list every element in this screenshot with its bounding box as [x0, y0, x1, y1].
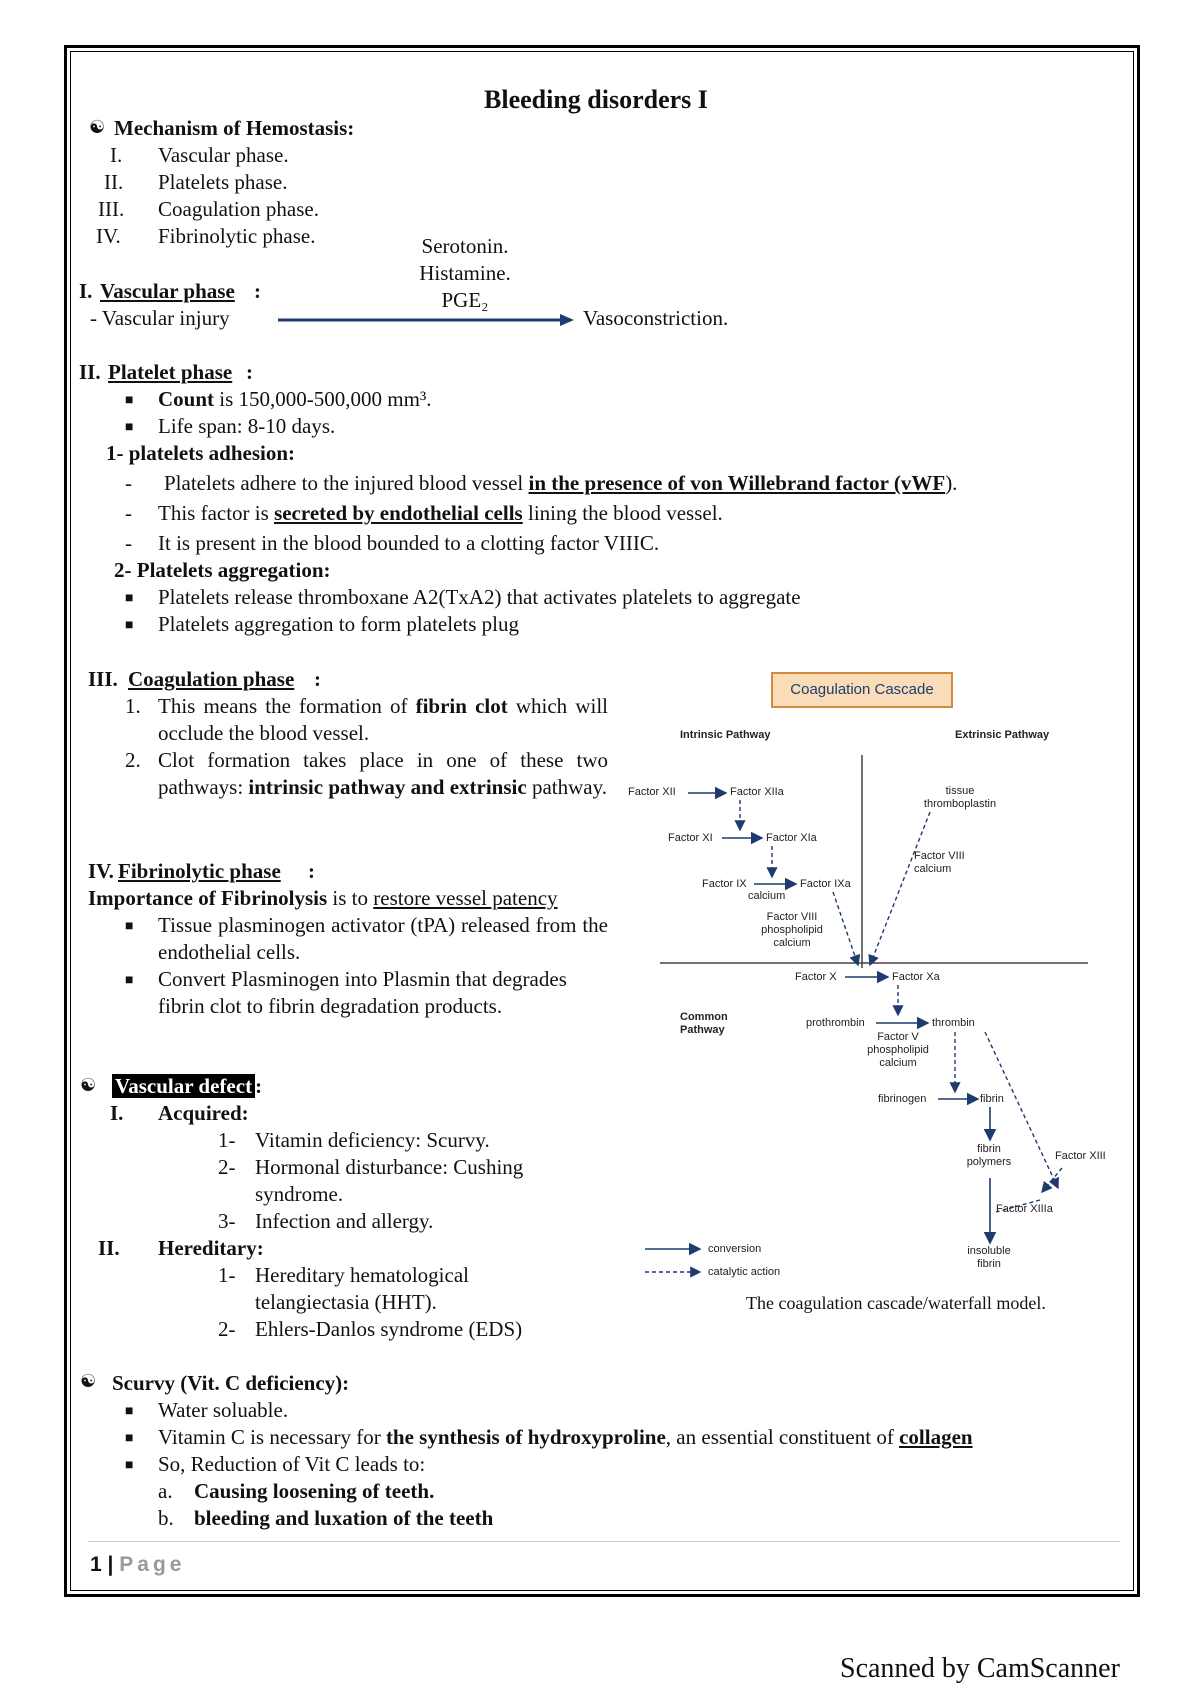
adhesion-heading: 1- platelets adhesion: [106, 441, 295, 465]
text-span: Platelets adhere to the injured blood vessel [164, 471, 529, 495]
common-label: Common Pathway [680, 1011, 728, 1036]
prothrombin: prothrombin [806, 1017, 865, 1029]
text-span: is to [327, 886, 374, 910]
fibrinogen: fibrinogen [878, 1093, 927, 1105]
vascular-defect-heading: Vascular defect : [112, 1073, 262, 1100]
fibrinolytic-point-1: Tissue plasminogen activator (tPA) released from the endothelial cells. [158, 913, 608, 964]
endothelial-emphasis: secreted by endothelial cells [274, 501, 523, 525]
vascular-heading: Vascular phase [100, 279, 235, 303]
her-num-1: 1- [218, 1263, 236, 1287]
acquired-num: I. [110, 1101, 124, 1125]
text-span: Clot formation takes place in one of these two pathways: [158, 748, 608, 799]
factor-x: Factor X [795, 971, 837, 983]
scurvy-sub-b-letter: b. [158, 1506, 174, 1530]
legend-conversion: conversion [708, 1243, 762, 1255]
extrinsic-label: Extrinsic Pathway [955, 729, 1050, 741]
factor-xiiia: Factor XIIIa [996, 1203, 1053, 1215]
scanner-watermark: Scanned by CamScanner [840, 1653, 1120, 1684]
footer-divider [88, 1541, 1120, 1542]
mech-item-1: Vascular phase. [158, 143, 289, 167]
acq-item-1: Vitamin deficiency: Scurvy. [255, 1128, 490, 1152]
yin-yang-icon: ☯ [89, 117, 106, 137]
factor-xiia: Factor XIIa [730, 786, 784, 798]
vascular-num: I. [79, 279, 93, 303]
coag-heading: Coagulation phase [128, 667, 295, 691]
acquired-heading: Acquired: [158, 1101, 249, 1125]
her-item-2: Ehlers-Danlos syndrome (EDS) [255, 1317, 523, 1341]
mediator-histamine: Histamine. [419, 261, 511, 285]
factor-viii-calcium: Factor VIII calcium [914, 850, 965, 875]
bullet-icon: ■ [125, 1458, 134, 1473]
platelet-lifespan: Life span: 8-10 days. [158, 414, 336, 438]
acq-num-1: 1- [218, 1128, 236, 1152]
fibrinolytic-num: IV. [88, 859, 114, 883]
hydroxyproline-emphasis: the synthesis of hydroxyproline [385, 1425, 666, 1449]
importance-label: Importance of Fibrinolysis [88, 886, 328, 910]
cascade-title: Coagulation Cascade [771, 672, 953, 708]
factor-v: Factor V phospholipid calcium [867, 1031, 929, 1069]
dash: - [125, 531, 132, 555]
intrinsic-label: Intrinsic Pathway [680, 729, 771, 741]
factor-xiii: Factor XIII [1055, 1150, 1106, 1162]
scurvy-point-3: So, Reduction of Vit C leads to: [158, 1452, 426, 1476]
hereditary-num: II. [98, 1236, 120, 1260]
colon: : [308, 859, 315, 883]
colon: : [246, 360, 253, 384]
her-num-2: 2- [218, 1317, 236, 1341]
page-footer [90, 1553, 185, 1577]
text-span: which will occlude the blood vessel. [158, 694, 608, 745]
acq-num-3: 3- [218, 1209, 236, 1233]
aggregation-2: Platelets aggregation to form platelets plug [158, 612, 519, 636]
vascular-result: Vasoconstriction. [583, 306, 729, 330]
arrow-xiii [1042, 1168, 1062, 1192]
fibrinolytic-heading: Fibrinolytic phase [118, 859, 281, 883]
aggregation-1: Platelets release thromboxane A2(TxA2) that activates platelets to aggregate [158, 585, 801, 609]
yin-yang-icon: ☯ [80, 1371, 97, 1391]
insoluble-fibrin: insoluble fibrin [967, 1245, 1011, 1270]
mechanism-heading: Mechanism of Hemostasis: [114, 116, 355, 140]
mech-item-2: Platelets phase. [158, 170, 288, 194]
text-span: , an essential constituent of [665, 1425, 900, 1449]
text-span: This means the formation of [158, 694, 416, 718]
acq-item-3: Infection and allergy. [255, 1209, 434, 1233]
platelet-num: II. [79, 360, 101, 384]
legend-catalytic: catalytic action [708, 1266, 781, 1278]
dash: - [125, 501, 132, 525]
fibrinolytic-point-2: Convert Plasminogen into Plasmin that degrades fibrin clot to fibrin degradation products. [158, 967, 567, 1018]
scurvy-sub-b: bleeding and luxation of the teeth [194, 1506, 494, 1530]
collagen-emphasis: collagen [899, 1425, 973, 1449]
pathways-emphasis: intrinsic pathway and extrinsic [248, 775, 527, 799]
bullet-icon: ■ [125, 1431, 134, 1446]
mech-num-2: II. [104, 170, 124, 194]
arrow-tissue-cat [870, 812, 930, 965]
vwf-emphasis: in the presence of von Willebrand factor (vWF [528, 471, 946, 495]
tissue-thromboplastin: tissue thromboplastin [923, 785, 997, 810]
mech-item-4: Fibrinolytic phase. [158, 224, 316, 248]
acq-item-2: Hormonal disturbance: Cushing syndrome. [255, 1155, 524, 1206]
patency-emphasis: restore vessel patency [373, 886, 558, 910]
bullet-icon: ■ [125, 591, 134, 606]
coag-num: III. [88, 667, 118, 691]
bullet-icon: ■ [125, 919, 134, 934]
page-title: Bleeding disorders I [484, 85, 708, 114]
count-value: is 150,000-500,000 mm³. [219, 387, 432, 411]
bullet-icon: ■ [125, 393, 134, 408]
thrombin: thrombin [932, 1017, 975, 1029]
factor-ix: Factor IX [702, 878, 747, 890]
mech-num-4: IV. [96, 224, 121, 248]
vascular-injury: - Vascular injury [90, 306, 230, 330]
arrow-ixa-cat [833, 892, 858, 965]
coag-num-2: 2. [125, 748, 141, 772]
factor-xii: Factor XII [628, 786, 676, 798]
text-span: Vitamin C is necessary for [158, 1425, 386, 1449]
defect-highlight: Vascular defect [112, 1074, 255, 1098]
factor-viii-phospholipid: Factor VIII phospholipid calcium [761, 911, 823, 949]
fibrin: fibrin [980, 1093, 1004, 1105]
factor-xi: Factor XI [668, 832, 713, 844]
colon: : [254, 279, 261, 303]
factor-xa: Factor Xa [892, 971, 940, 983]
count-label: Count [158, 387, 215, 411]
adhesion-line-3: It is present in the blood bounded to a clotting factor VIIIC. [158, 531, 660, 555]
page-number: 1 [90, 1553, 102, 1576]
fibrin-clot-emphasis: fibrin clot [415, 694, 508, 718]
coag-num-1: 1. [125, 694, 141, 718]
scurvy-sub-a: Causing loosening of teeth. [194, 1479, 435, 1503]
factor-ixa: Factor IXa [800, 878, 851, 890]
text-span: lining the blood vessel. [522, 501, 723, 525]
fibrin-polymers: fibrin polymers [966, 1143, 1012, 1168]
page-separator: | [107, 1553, 114, 1576]
mech-num-3: III. [98, 197, 125, 221]
text-span: pathway. [526, 775, 607, 799]
acq-num-2: 2- [218, 1155, 236, 1179]
calcium-1: calcium [748, 890, 786, 902]
mech-item-3: Coagulation phase. [158, 197, 319, 221]
scurvy-sub-a-letter: a. [158, 1479, 173, 1503]
scurvy-point-1: Water soluable. [158, 1398, 289, 1422]
aggregation-heading: 2- Platelets aggregation: [114, 558, 331, 582]
yin-yang-icon: ☯ [80, 1075, 97, 1095]
text-span: This factor is [158, 501, 275, 525]
her-item-1: Hereditary hematological telangiectasia (HHT). [255, 1263, 469, 1314]
mediator-serotonin: Serotonin. [421, 234, 509, 258]
text-span: ). [945, 471, 958, 495]
bullet-icon: ■ [125, 420, 134, 435]
bullet-icon: ■ [125, 618, 134, 633]
hereditary-heading: Hereditary: [158, 1236, 264, 1260]
page-word: Page [119, 1553, 186, 1576]
mech-num-1: I. [110, 143, 123, 167]
cascade-caption: The coagulation cascade/waterfall model. [746, 1293, 1046, 1313]
colon: : [314, 667, 321, 691]
factor-xia: Factor XIa [766, 832, 817, 844]
scurvy-heading: Scurvy (Vit. C deficiency): [112, 1371, 350, 1395]
platelet-heading: Platelet phase [108, 360, 233, 384]
mediator-pge2: PGE₂ [441, 288, 489, 312]
bullet-icon: ■ [125, 973, 134, 988]
dash: - [125, 471, 132, 495]
bullet-icon: ■ [125, 1404, 134, 1419]
